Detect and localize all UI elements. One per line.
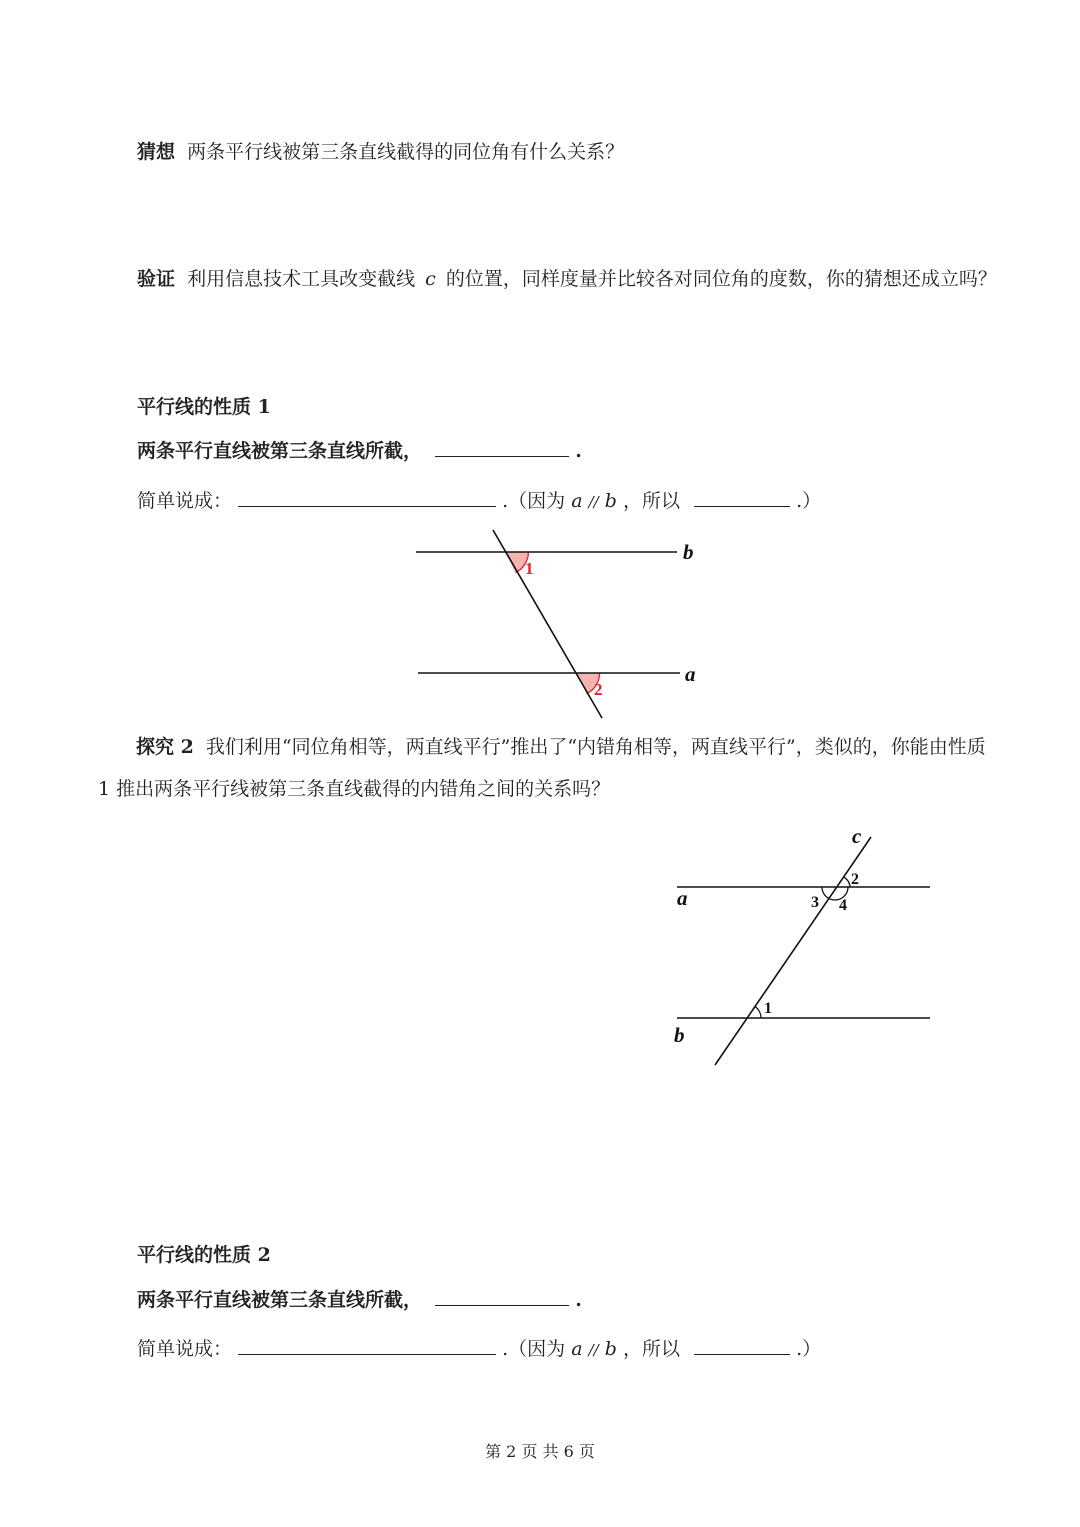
verification-text-before: 利用信息技术工具改变截线 [187, 268, 416, 290]
property1-short-prefix: 简单说成： [137, 490, 233, 512]
property2-rel-sym: // [588, 1341, 599, 1359]
property2-rel-a: a [571, 1338, 583, 1360]
property1-short-end: .） [796, 490, 822, 512]
property1-short-so: ，所以 [622, 490, 680, 512]
property2-short-end: .） [796, 1338, 822, 1360]
property2-title: 平行线的性质 2 [137, 1244, 271, 1266]
property2-statement-line [137, 1289, 582, 1310]
verification-text-after: 的位置，同样度量并比较各对同位角的度数，你的猜想还成立吗？ [445, 268, 997, 290]
property1-rel-b: b [604, 490, 617, 512]
property2-rel-b: b [604, 1338, 617, 1360]
verification-var: c [425, 268, 436, 290]
conjecture-label: 猜想 [137, 141, 176, 163]
verification-label: 验证 [137, 268, 176, 290]
property2-short-blank[interactable] [238, 1338, 496, 1355]
figure2-angle2-arc [843, 877, 850, 887]
explore2-text: 我们利用“同位角相等，两直线平行”推出了“内错角相等，两直线平行”，类似的，你能由性质 1 推出两条平行线被第三条直线截得的内错角之间的关系吗？ [98, 736, 986, 800]
property2-statement: 两条平行直线被第三条直线所截， [137, 1289, 423, 1311]
property2-statement-end: . [575, 1289, 582, 1311]
figure2-angle1-label: 1 [764, 1000, 772, 1017]
property1-rel-sym: // [588, 493, 599, 511]
property2-statement-blank[interactable] [435, 1289, 569, 1306]
property1-rel-a: a [571, 490, 583, 512]
figure1-label-b: b [683, 540, 694, 564]
figure1-label-a: a [685, 662, 696, 686]
figure2-label-a: a [677, 886, 688, 910]
property1-short-mid: .（因为 [502, 490, 566, 512]
figure2-angle4-label: 4 [839, 897, 847, 914]
property2-reason-blank[interactable] [694, 1338, 790, 1355]
property2-short-line [137, 1338, 821, 1359]
property1-title: 平行线的性质 1 [137, 396, 271, 418]
figure2-angle1-arc [754, 1006, 761, 1018]
property2-short-mid: .（因为 [502, 1338, 566, 1360]
figure2-angle2-label: 2 [851, 871, 859, 888]
figure1-angle2-label: 2 [594, 680, 603, 699]
figure1-angle1-label: 1 [525, 559, 534, 578]
conjecture-text: 两条平行线被第三条直线截得的同位角有什么关系？ [187, 141, 625, 163]
figure2-angle3-label: 3 [811, 894, 819, 911]
figure2-label-b: b [674, 1023, 685, 1047]
property1-statement: 两条平行直线被第三条直线所截， [137, 440, 423, 462]
property2-short-so: ，所以 [622, 1338, 680, 1360]
page-footer: 第 2 页 共 6 页 [485, 1442, 595, 1461]
figure2-label-c: c [852, 824, 862, 848]
explore2-label: 探究 2 [136, 736, 194, 758]
property1-statement-end: . [575, 440, 582, 462]
figure2-line-c [715, 837, 871, 1065]
property2-short-prefix: 简单说成： [137, 1338, 233, 1360]
